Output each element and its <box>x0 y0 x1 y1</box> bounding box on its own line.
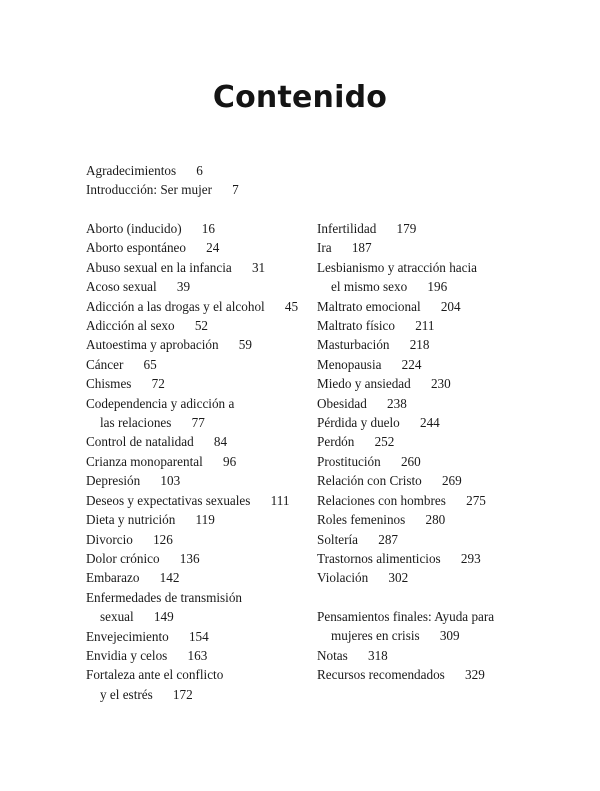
toc-entry-continuation-text: el mismo sexo <box>331 279 408 295</box>
toc-entry-title: Control de natalidad <box>86 434 194 450</box>
toc-entry-page-number: 103 <box>147 473 181 489</box>
toc-entry-page-number: 244 <box>406 415 440 431</box>
toc-entry-page-number: 149 <box>140 609 174 625</box>
toc-entry-page-number: 309 <box>426 628 460 644</box>
toc-entry-continuation-text: mujeres en crisis <box>331 628 420 644</box>
toc-entry[interactable] <box>86 549 301 568</box>
toc-entry-page-number: 39 <box>163 279 191 295</box>
toc-entry-page-number: 252 <box>361 434 395 450</box>
toc-entry-title: Acoso sexual <box>86 279 157 295</box>
front-matter-list <box>86 161 326 200</box>
toc-entry-page-number: 172 <box>159 686 193 702</box>
toc-entry-title: Adicción al sexo <box>86 318 175 334</box>
toc-entry-title: Crianza monoparental <box>86 453 203 469</box>
toc-entry-page-number: 126 <box>139 531 173 547</box>
toc-entry[interactable] <box>86 316 301 335</box>
toc-entry[interactable] <box>86 627 301 646</box>
toc-entry-title: Aborto espontáneo <box>86 240 186 256</box>
toc-entry[interactable] <box>86 355 301 374</box>
toc-entry-page-number: 204 <box>427 298 461 314</box>
toc-entry[interactable] <box>86 510 301 529</box>
toc-entry[interactable] <box>86 568 301 587</box>
toc-entry[interactable] <box>86 297 301 316</box>
toc-entry[interactable] <box>86 491 301 510</box>
toc-entry[interactable] <box>317 394 522 413</box>
toc-entry-title: Relaciones con hombres <box>317 492 446 508</box>
toc-entry-continuation <box>86 607 301 626</box>
toc-entry-title: Soltería <box>317 531 359 547</box>
toc-entry-page-number: 275 <box>452 492 486 508</box>
toc-entry-title: Envidia y celos <box>86 647 168 663</box>
toc-entry-page-number: 218 <box>396 337 430 353</box>
toc-entry-title: Maltrato emocional <box>317 298 421 314</box>
toc-entry-page-number: 96 <box>209 453 237 469</box>
toc-entry-title: Maltrato físico <box>317 318 396 334</box>
toc-entry-page-number: 224 <box>388 356 422 372</box>
toc-entry-page-number: 7 <box>218 182 239 198</box>
toc-entry[interactable] <box>86 258 301 277</box>
toc-entry[interactable] <box>86 471 301 490</box>
toc-entry-page-number: 293 <box>447 550 481 566</box>
toc-entry-title: Lesbianismo y atracción hacia <box>317 259 478 275</box>
toc-entry[interactable] <box>317 568 522 587</box>
toc-entry-title: Cáncer <box>86 356 124 372</box>
toc-entry-page-number: 302 <box>375 570 409 586</box>
toc-entry-title: Codependencia y adicción a <box>86 395 235 411</box>
toc-entry-page-number: 16 <box>188 221 215 236</box>
toc-entry-title: Agradecimientos <box>86 163 177 178</box>
toc-entry-page-number: 77 <box>178 415 205 431</box>
toc-entry-continuation-text: sexual <box>100 609 134 625</box>
toc-entry-page-number: 142 <box>146 570 180 586</box>
toc-entry-title: Dieta y nutrición <box>86 512 176 528</box>
toc-entry-title: Roles femeninos <box>317 512 406 528</box>
toc-entry-title: Obesidad <box>317 395 367 411</box>
toc-entry[interactable] <box>317 607 522 646</box>
toc-entry[interactable] <box>86 588 301 627</box>
toc-entry[interactable] <box>317 219 522 238</box>
toc-entry-page-number: 230 <box>417 376 451 392</box>
toc-entry[interactable] <box>86 161 326 180</box>
toc-entry-page-number: 31 <box>238 259 266 275</box>
toc-entry-continuation <box>86 685 301 704</box>
toc-entry[interactable] <box>317 413 522 432</box>
toc-entry-title: Depresión <box>86 473 141 489</box>
toc-entry-page-number: 45 <box>271 298 299 314</box>
toc-entry-title: Introducción: Ser mujer <box>86 182 212 198</box>
toc-entry-title: Envejecimiento <box>86 628 169 644</box>
toc-entry[interactable] <box>317 374 522 393</box>
toc-entry[interactable] <box>317 510 522 529</box>
toc-entry-continuation-text: y el estrés <box>100 686 153 702</box>
toc-entry-page-number: 154 <box>175 628 209 644</box>
toc-entry[interactable] <box>86 180 326 199</box>
toc-entry[interactable] <box>86 530 301 549</box>
toc-entry-title: Autoestima y aprobación <box>86 337 219 353</box>
toc-entry-title: Aborto (inducido) <box>86 221 182 236</box>
toc-entry-title: Prostitución <box>317 453 381 469</box>
page-title: Contenido <box>212 80 388 115</box>
toc-entry[interactable] <box>86 374 301 393</box>
toc-entry[interactable] <box>86 219 301 238</box>
toc-entry-continuation <box>86 413 301 432</box>
toc-entry[interactable] <box>317 646 522 665</box>
toc-entry-page-number: 238 <box>373 395 407 411</box>
toc-entry-page-number: 65 <box>130 356 157 372</box>
toc-entry[interactable] <box>86 277 301 296</box>
toc-entry[interactable] <box>317 238 522 257</box>
toc-entry[interactable] <box>86 452 301 471</box>
toc-entry[interactable] <box>86 665 301 704</box>
toc-entry-page-number: 211 <box>402 318 435 334</box>
toc-entry-page-number: 163 <box>174 647 208 663</box>
toc-entry[interactable] <box>317 258 522 297</box>
toc-entry-continuation <box>317 626 522 645</box>
toc-entry-page-number: 269 <box>428 473 462 489</box>
toc-entry-title: Violación <box>317 570 369 586</box>
toc-entry-title: Fortaleza ante el conflicto <box>86 667 224 683</box>
toc-entry-title: Ira <box>317 240 332 256</box>
toc-entry[interactable] <box>86 432 301 451</box>
toc-entry-title: Enfermedades de transmisión <box>86 589 243 605</box>
toc-entry-title: Masturbación <box>317 337 390 353</box>
toc-entry[interactable] <box>317 297 522 316</box>
toc-entry-title: Dolor crónico <box>86 550 160 566</box>
toc-entry[interactable] <box>317 452 522 471</box>
toc-entry-title: Menopausia <box>317 356 382 372</box>
toc-entry-page-number: 287 <box>365 531 398 547</box>
toc-entry-title: Divorcio <box>86 531 133 547</box>
toc-entry-title: Embarazo <box>86 570 140 586</box>
toc-entry[interactable] <box>317 530 522 549</box>
toc-entry-page-number: 187 <box>338 240 372 256</box>
toc-entry-title: Infertilidad <box>317 221 377 236</box>
toc-entry[interactable] <box>86 394 301 433</box>
toc-entry-page-number: 119 <box>182 512 215 528</box>
toc-entry-page-number: 59 <box>225 337 252 353</box>
toc-entry[interactable] <box>317 549 522 568</box>
toc-entry[interactable] <box>317 491 522 510</box>
toc-entry[interactable] <box>86 646 301 665</box>
toc-entry-title: Recursos recomendados <box>317 666 445 682</box>
toc-entry[interactable] <box>317 432 522 451</box>
toc-entry-title: Adicción a las drogas y el alcohol <box>86 298 265 314</box>
toc-entry-page-number: 179 <box>383 221 417 236</box>
toc-entry-page-number: 280 <box>412 512 446 528</box>
toc-entry-title: Relación con Cristo <box>317 473 422 489</box>
toc-entry-title: Notas <box>317 647 348 663</box>
toc-entry-page-number: 24 <box>192 240 220 256</box>
toc-entry-page-number: 84 <box>200 434 228 450</box>
toc-entry-title: Pensamientos finales: Ayuda para <box>317 608 495 624</box>
toc-entry-page-number: 52 <box>181 318 208 334</box>
toc-entry-title: Trastornos alimenticios <box>317 550 441 566</box>
toc-entry[interactable] <box>317 471 522 490</box>
toc-entry-page-number: 318 <box>354 647 388 663</box>
toc-entry-title: Chismes <box>86 376 132 392</box>
toc-entry-title: Perdón <box>317 434 355 450</box>
toc-column-right <box>317 219 522 684</box>
toc-entry-continuation-text: las relaciones <box>100 415 172 431</box>
toc-entry[interactable] <box>86 238 301 257</box>
toc-entry-page-number: 72 <box>138 376 165 392</box>
toc-entry-page-number: 260 <box>387 453 421 469</box>
toc-entry-page-number: 196 <box>414 279 448 295</box>
toc-entry[interactable] <box>317 665 522 684</box>
toc-entry-page-number: 329 <box>451 666 485 682</box>
toc-entry-title: Deseos y expectativas sexuales <box>86 492 251 508</box>
toc-entry-page-number: 136 <box>166 550 200 566</box>
toc-entry-page-number: 6 <box>183 163 203 178</box>
toc-entry-title: Pérdida y duelo <box>317 415 400 431</box>
toc-entry[interactable] <box>86 335 301 354</box>
toc-entry-page-number: 111 <box>257 492 290 508</box>
toc-entry-continuation <box>317 277 522 296</box>
toc-column-left <box>86 219 301 704</box>
toc-entry[interactable] <box>317 335 522 354</box>
toc-entry[interactable] <box>317 355 522 374</box>
toc-entry-title: Abuso sexual en la infancia <box>86 259 232 275</box>
toc-entry-title: Miedo y ansiedad <box>317 376 411 392</box>
toc-entry[interactable] <box>317 316 522 335</box>
